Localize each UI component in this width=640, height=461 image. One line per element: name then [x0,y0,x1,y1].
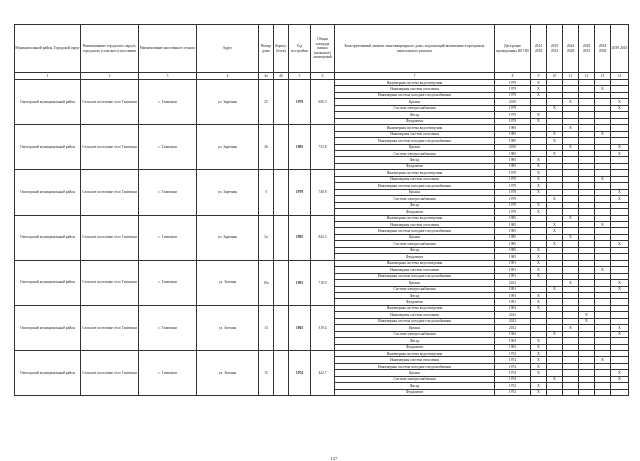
cell-element: Крыша [335,280,495,286]
cell-year-built: 1979 [289,170,311,215]
cell-period-mark: X [611,286,629,292]
cell-building [274,80,289,125]
cell-period-mark: X [531,292,547,298]
cell-element: Инженерная система водоотведения [335,215,495,221]
cell-last-repair: 1963 [495,331,531,337]
cell-municipal: Омогорский муниципальный район [15,260,81,305]
cell-last-repair: 1985 [495,138,531,144]
cell-last-repair: 1979 [495,202,531,208]
cell-settlement: Сельское поселение село Тиличики [81,125,139,170]
cell-last-repair: 1974 [495,383,531,389]
cell-period-mark: X [563,125,579,131]
cell-period-mark: X [563,325,579,331]
cell-locality: с. Тиличики [139,305,197,350]
cell-last-repair: 1979 [495,80,531,86]
cell-locality: с. Тиличики [139,80,197,125]
column-number: 14 [611,73,629,80]
col-municipal: Муниципальный район, Городской округ [15,25,81,73]
cell-element: Инженерная система отопления [335,86,495,92]
cell-period-mark: X [547,286,563,292]
cell-element: Фундамент [335,163,495,169]
cell-period-mark: X [531,247,547,253]
cell-settlement: Сельское поселение село Тиличики [81,215,139,260]
cell-period-mark: X [611,376,629,382]
cell-period-mark: X [531,305,547,311]
cell-address: ул. Зеленая [197,260,259,305]
cell-last-repair: 1979 [495,176,531,182]
cell-settlement: Сельское поселение село Тиличики [81,305,139,350]
cell-element: Инженерная система отопления [335,131,495,137]
house-group [15,305,629,350]
cell-locality: с. Тиличики [139,215,197,260]
cell-period-mark: X [611,150,629,156]
cell-last-repair: 1985 [495,215,531,221]
cell-period-mark: X [531,299,547,305]
cell-period-mark: X [531,338,547,344]
cell-house-num: 25 [259,80,274,125]
cell-last-repair: 1974 [495,363,531,369]
cell-element: Инженерная система отопления [335,357,495,363]
cell-element: Инженерная система отопления [335,176,495,182]
cell-area: 740.8 [311,170,335,215]
cell-house-num: 5 [259,170,274,215]
cell-period-mark: X [547,138,563,144]
cell-element: Система электроснабжения [335,150,495,156]
column-number: 13 [595,73,611,80]
cell-area: 319.4 [311,305,335,350]
cell-period-mark: X [531,202,547,208]
cell-period-mark: X [531,92,547,98]
cell-last-repair: 1979 [495,92,531,98]
cell-element: Фундамент [335,299,495,305]
cell-element: Инженерная система холодного водоснабжения [335,318,495,324]
cell-last-repair: 1985 [495,163,531,169]
cell-year-built: 1985 [289,125,311,170]
col-period: 2039 2043 [611,25,629,73]
cell-area: 442.7 [311,351,335,396]
cell-period-mark: X [531,357,547,363]
col-period: 2034 2038 [595,25,611,73]
cell-area: 723.8 [311,125,335,170]
cell-element: Фасад [335,202,495,208]
col-last-repair: Дата ранее проведенных КР ОИ [495,25,531,73]
cell-element: Инженерная система отопления [335,312,495,318]
column-number: 12 [579,73,595,80]
cell-period-mark [563,389,579,395]
house-group [15,260,629,305]
cell-period-mark [611,389,629,395]
col-locality: Наименование населенного пункта [139,25,197,73]
cell-element: Инженерная система отопления [335,267,495,273]
cell-last-repair: 1974 [495,351,531,357]
cell-last-repair: 1991 [495,260,531,266]
col-area: Общая площадь жилых (нежилых) помещений [311,25,335,73]
cell-period-mark: X [595,357,611,363]
cell-period-mark: X [531,254,547,260]
cell-settlement: Сельское поселение село Тиличики [81,80,139,125]
cell-period-mark: X [547,376,563,382]
cell-last-repair: 1985 [495,228,531,234]
col-address: Адрес [197,25,259,73]
cell-last-repair: 1979 [495,105,531,111]
cell-last-repair: 1979 [495,86,531,92]
cell-period-mark: X [531,389,547,395]
cell-period-mark: X [531,273,547,279]
cell-period-mark: X [611,99,629,105]
cell-element: Фундамент [335,209,495,215]
cell-house-num: 26 [259,125,274,170]
column-number: 10 [547,73,563,80]
cell-element: Фасад [335,383,495,389]
cell-settlement: Сельское поселение село Тиличики [81,351,139,396]
col-period: 2024 2028 [563,25,579,73]
cell-period-mark: X [611,325,629,331]
cell-last-repair: 1979 [495,112,531,118]
cell-period-mark [579,389,595,395]
cell-element: Фасад [335,157,495,163]
cell-period-mark: X [531,80,547,86]
cell-municipal: Омогорский муниципальный район [15,351,81,396]
cell-element: Инженерная система холодного водоснабжения [335,363,495,369]
cell-period-mark: X [547,241,563,247]
cell-address: ул. Заречная [197,170,259,215]
cell-last-repair: 1985 [495,150,531,156]
cell-element: Крыша [335,99,495,105]
cell-period-mark: X [531,86,547,92]
cell-period-mark: X [579,312,595,318]
cell-element: Фундамент [335,118,495,124]
col-period: 2029 2033 [579,25,595,73]
cell-period-mark: X [531,363,547,369]
cell-element: Система электроснабжения [335,331,495,337]
cell-area: 718.9 [311,260,335,305]
cell-year-built: 1963 [289,305,311,350]
column-number: 6 [311,73,335,80]
cell-period-mark: X [531,267,547,273]
cell-last-repair: 2012 [495,280,531,286]
cell-element: Инженерная система холодного водоснабжения [335,92,495,98]
cell-element: Фасад [335,112,495,118]
cell-element: Фундамент [335,344,495,350]
cell-period-mark: X [611,241,629,247]
cell-period-mark: X [531,370,547,376]
column-number: 5 [289,73,311,80]
column-number: 1 [15,73,81,80]
cell-period-mark: X [595,131,611,137]
cell-last-repair: 1979 [495,189,531,195]
cell-last-repair: 1979 [495,209,531,215]
cell-locality: с. Тиличики [139,260,197,305]
column-number: 3 [139,73,197,80]
cell-last-repair: 2010 [495,99,531,105]
cell-period-mark: X [531,351,547,357]
col-house-num: Номер дома [259,25,274,73]
column-number: 4 [197,73,259,80]
cell-house-num: 10а [259,260,274,305]
cell-address: ул. Заречная [197,215,259,260]
capital-repair-table [14,24,629,396]
column-number: 11 [563,73,579,80]
cell-house-num: 13 [259,305,274,350]
cell-element: Крыша [335,189,495,195]
cell-last-repair: 1963 [495,338,531,344]
cell-building [274,305,289,350]
cell-last-repair: 1979 [495,196,531,202]
cell-settlement: Сельское поселение село Тиличики [81,260,139,305]
cell-building [274,260,289,305]
cell-building [274,125,289,170]
cell-period-mark: X [611,189,629,195]
cell-period-mark: X [531,183,547,189]
cell-year-built: 1979 [289,80,311,125]
cell-period-mark: X [595,176,611,182]
cell-element: Инженерная система холодного водоснабжения [335,138,495,144]
cell-element: Инженерная система водоотведения [335,305,495,311]
cell-period-mark: X [611,144,629,150]
cell-element: Система электроснабжения [335,241,495,247]
cell-address: ул. Зеленая [197,351,259,396]
cell-period-mark: X [531,260,547,266]
cell-last-repair: 1974 [495,370,531,376]
cell-element: Система электроснабжения [335,286,495,292]
cell-element: Крыша [335,144,495,150]
cell-element: Фундамент [335,389,495,395]
cell-locality: с. Тиличики [139,125,197,170]
column-number: 7 [335,73,495,80]
cell-period-mark: X [611,370,629,376]
cell-element: Инженерная система водоотведения [335,80,495,86]
cell-last-repair: 1985 [495,254,531,260]
cell-municipal: Омогорский муниципальный район [15,80,81,125]
cell-period-mark: X [531,176,547,182]
cell-period-mark: X [547,331,563,337]
cell-element: Инженерная система водоотведения [335,125,495,131]
cell-element: Крыша [335,370,495,376]
cell-period-mark: X [595,267,611,273]
house-group [15,215,629,260]
document-sheet [14,24,628,461]
cell-last-repair: 1985 [495,131,531,137]
cell-last-repair: 1974 [495,376,531,382]
cell-element: Фасад [335,247,495,253]
cell-period-mark: X [611,196,629,202]
cell-period-mark: X [531,157,547,163]
cell-address: ул. Заречная [197,125,259,170]
cell-period-mark: X [531,118,547,124]
cell-period-mark: X [579,318,595,324]
cell-period-mark: X [531,209,547,215]
cell-period-mark: X [611,331,629,337]
cell-element: Фундамент [335,254,495,260]
cell-period-mark: X [547,228,563,234]
cell-element: Инженерная система водоотведения [335,260,495,266]
cell-element: Система электроснабжения [335,105,495,111]
cell-period-mark: X [595,221,611,227]
page-number: 127 [330,456,338,461]
cell-last-repair: 1985 [495,157,531,163]
cell-building [274,170,289,215]
house-group [15,80,629,125]
cell-period-mark: X [547,131,563,137]
cell-last-repair: 1985 [495,247,531,253]
cell-last-repair: 1991 [495,273,531,279]
cell-building [274,215,289,260]
cell-period-mark: X [531,344,547,350]
column-number: 4б [274,73,289,80]
cell-period-mark: X [563,99,579,105]
cell-last-repair: 1963 [495,344,531,350]
cell-element: Система электроснабжения [335,376,495,382]
col-element: Конструктивный элемент многоквартирного дома, подлежащий включению в программу капитального ремонта [335,25,495,73]
cell-last-repair: 1974 [495,389,531,395]
col-year-built: Год постройки [289,25,311,73]
cell-period-mark: X [595,86,611,92]
cell-municipal: Омогорский муниципальный район [15,125,81,170]
col-building: Корпус (блок) [274,25,289,73]
cell-house-num: 3а [259,215,274,260]
cell-last-repair: 1991 [495,299,531,305]
cell-last-repair: 1985 [495,125,531,131]
cell-element: Система электроснабжения [335,196,495,202]
cell-year-built: 1974 [289,351,311,396]
cell-element: Фасад [335,338,495,344]
cell-last-repair: 1985 [495,234,531,240]
cell-last-repair: 1979 [495,170,531,176]
cell-element: Инженерная система водоотведения [335,170,495,176]
cell-period-mark: X [611,105,629,111]
cell-address: ул. Заречная [197,80,259,125]
cell-locality: с. Тиличики [139,170,197,215]
column-number: 9 [531,73,547,80]
cell-element: Инженерная система холодного водоснабжения [335,183,495,189]
cell-year-built: 1985 [289,215,311,260]
cell-period-mark [595,389,611,395]
cell-locality: с. Тиличики [139,351,197,396]
cell-period-mark: X [547,105,563,111]
cell-last-repair: 1985 [495,221,531,227]
cell-period-mark: X [531,383,547,389]
cell-area: 656.3 [311,80,335,125]
cell-last-repair: 1974 [495,357,531,363]
column-number: 4а [259,73,274,80]
cell-building [274,351,289,396]
cell-municipal: Омогорский муниципальный район [15,305,81,350]
cell-last-repair: 2012 [495,325,531,331]
cell-period-mark: X [563,144,579,150]
house-group [15,170,629,215]
cell-element: Инженерная система отопления [335,221,495,227]
cell-period-mark [547,389,563,395]
cell-period-mark: X [547,150,563,156]
cell-last-repair: 2012 [495,318,531,324]
cell-municipal: Омогорский муниципальный район [15,170,81,215]
cell-period-mark: X [531,163,547,169]
cell-last-repair: 2012 [495,312,531,318]
cell-last-repair: 1963 [495,305,531,311]
house-group [15,125,629,170]
cell-element: Инженерная система холодного водоснабжения [335,228,495,234]
cell-last-repair: 1979 [495,118,531,124]
col-period: 2014 2018 [531,25,547,73]
cell-last-repair: 2010 [495,144,531,150]
column-number: 8 [495,73,531,80]
cell-last-repair: 1991 [495,267,531,273]
cell-municipal: Омогорский муниципальный район [15,215,81,260]
cell-last-repair: 1979 [495,183,531,189]
column-number-row [15,73,629,80]
cell-period-mark: X [547,221,563,227]
cell-period-mark: X [563,234,579,240]
cell-element: Крыша [335,325,495,331]
column-number: 2 [81,73,139,80]
cell-period-mark: X [563,280,579,286]
col-settlement: Наименование городского округа, городского (сельского) поселения [81,25,139,73]
cell-last-repair: 1985 [495,241,531,247]
cell-last-repair: 1991 [495,292,531,298]
cell-area: 844.3 [311,215,335,260]
cell-settlement: Сельское поселение село Тиличики [81,170,139,215]
cell-address: ул. Зеленая [197,305,259,350]
cell-period-mark: X [611,280,629,286]
cell-element: Инженерная система водоотведения [335,351,495,357]
cell-period-mark: X [547,196,563,202]
cell-element: Фасад [335,292,495,298]
col-period: 2019 2023 [547,25,563,73]
cell-period-mark: X [531,112,547,118]
cell-period-mark: X [531,189,547,195]
cell-period-mark: X [531,170,547,176]
cell-last-repair: 1991 [495,286,531,292]
house-group [15,351,629,396]
cell-year-built: 1991 [289,260,311,305]
cell-period-mark: X [563,215,579,221]
table-header [15,25,629,80]
cell-element: Инженерная система холодного водоснабжения [335,273,495,279]
cell-house-num: 15 [259,351,274,396]
cell-element: Крыша [335,234,495,240]
